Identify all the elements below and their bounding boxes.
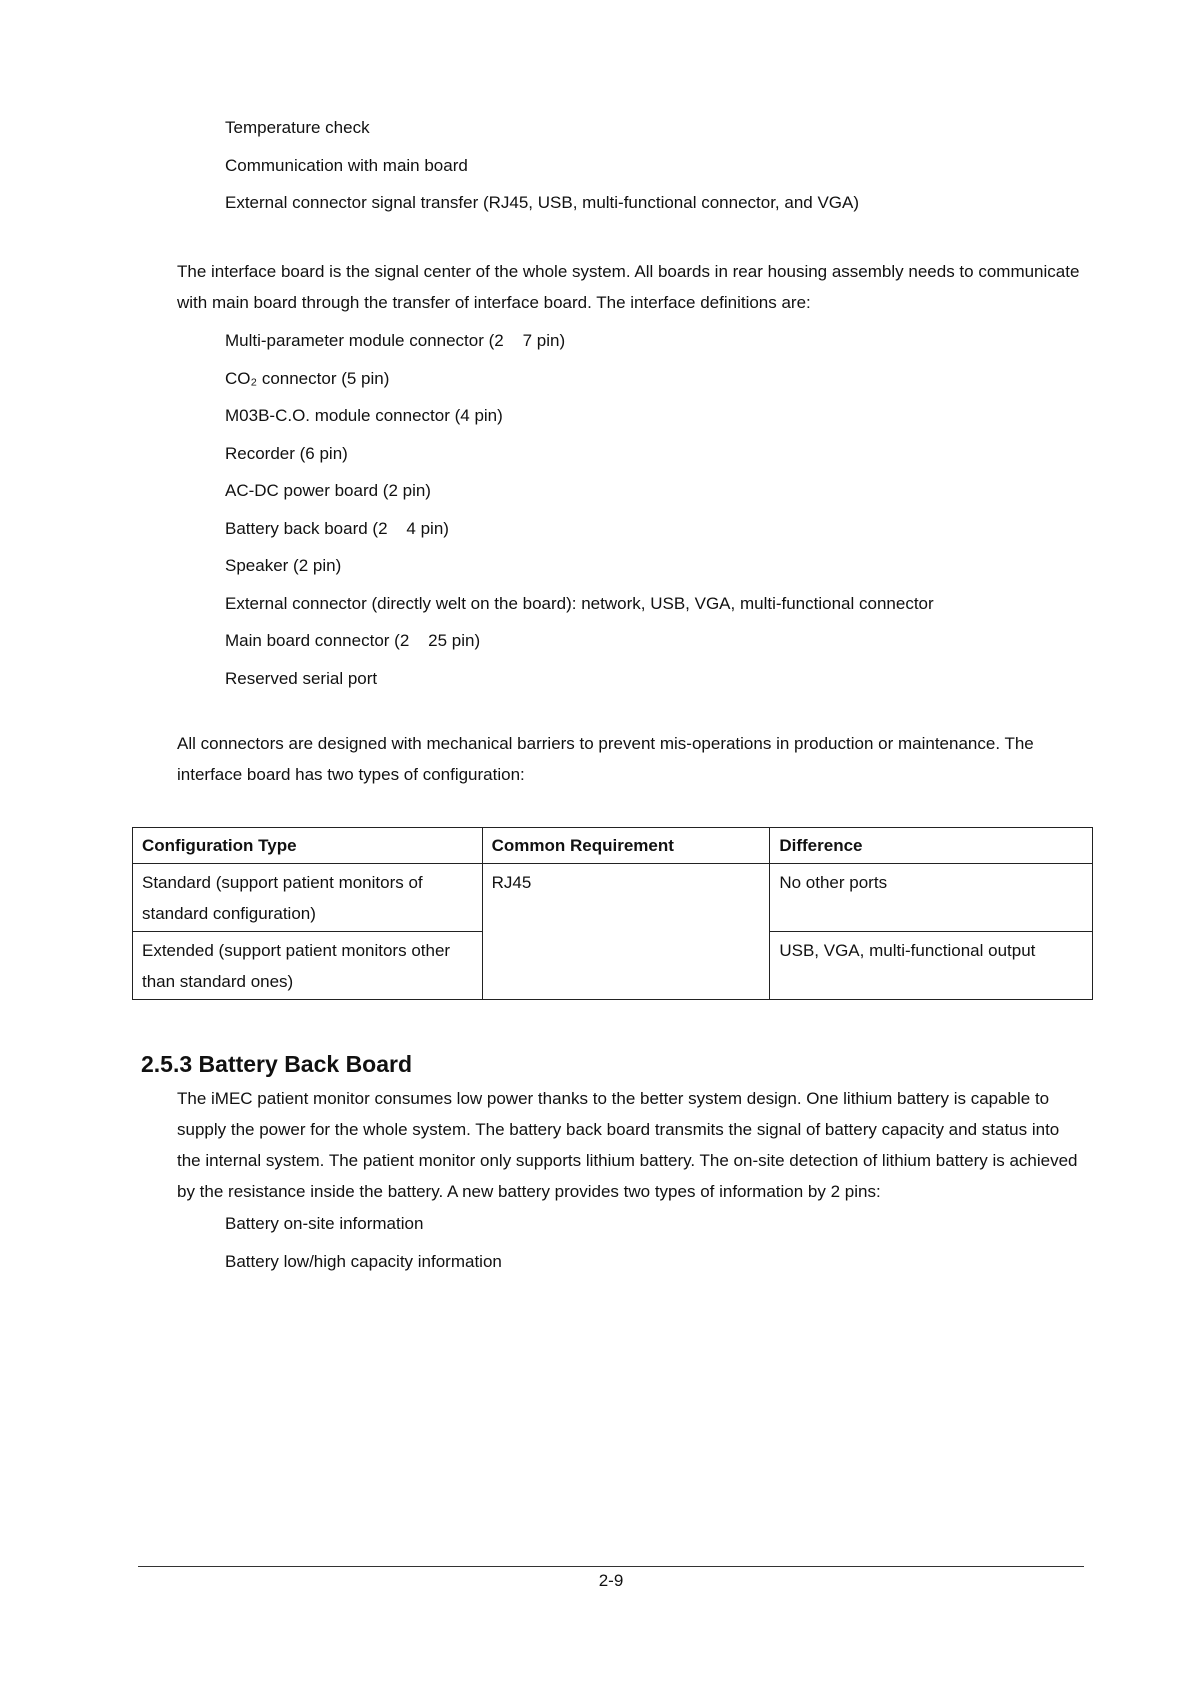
list-item: External connector (directly welt on the board): network, USB, VGA, multi-functional connector — [225, 593, 934, 613]
function-list — [225, 117, 859, 230]
cell-difference: USB, VGA, multi-functional output — [770, 932, 1093, 1000]
interface-definition-list — [225, 330, 934, 705]
list-item: M03B-C.O. module connector (4 pin) — [225, 406, 503, 425]
list-item: CO₂ connector (5 pin) — [225, 368, 390, 388]
list-item: Temperature check — [225, 118, 370, 137]
cell-config-type: Extended (support patient monitors other than standard ones) — [133, 932, 483, 1000]
list-item: Reserved serial port — [225, 668, 378, 688]
list-item: Battery back board (2 4 pin) — [225, 518, 449, 538]
connectors-paragraph: All connectors are designed with mechanical barriers to prevent mis-operations in production or maintenance. The interface board has two types of configuration: — [177, 734, 1034, 784]
list-item: Speaker (2 pin) — [225, 556, 342, 575]
list-item: Multi-parameter module connector (2 7 pin) — [225, 331, 566, 350]
interface-paragraph: The interface board is the signal center of the whole system. All boards in rear housing assembly needs to communicate with main board through the transfer of interface board. The interface definitions are: — [177, 262, 1080, 312]
configuration-table — [132, 827, 1093, 1000]
list-item: Communication with main board — [225, 155, 468, 175]
footer-divider — [138, 1566, 1084, 1567]
battery-info-list — [225, 1213, 502, 1288]
header-configuration-type: Configuration Type — [133, 828, 483, 864]
section-heading: 2.5.3 Battery Back Board — [141, 1051, 413, 1077]
header-difference: Difference — [770, 828, 1093, 864]
header-common-requirement: Common Requirement — [482, 828, 770, 864]
list-item: External connector signal transfer (RJ45, USB, multi-functional connector, and VGA) — [225, 193, 860, 212]
list-item: Battery low/high capacity information — [225, 1251, 502, 1271]
page-number: 2-9 — [598, 1571, 624, 1590]
list-item: Main board connector (2 25 pin) — [225, 631, 481, 650]
list-item: Recorder (6 pin) — [225, 443, 348, 463]
cell-difference: No other ports — [770, 864, 1093, 932]
cell-config-type: Standard (support patient monitors of standard configuration) — [133, 864, 483, 932]
table-row — [133, 864, 1093, 932]
cell-common-requirement: RJ45 — [482, 864, 770, 1000]
battery-paragraph: The iMEC patient monitor consumes low power thanks to the better system design. One lithium battery is capable to supply the power for the whole system. The battery back board transmits the signal of battery capacity and status into the internal system. The patient monitor only supports lithium battery. The on-site detection of lithium battery is achieved by the resistance inside the battery. A new battery provides two types of information by 2 pins: — [177, 1089, 1078, 1201]
list-item: AC-DC power board (2 pin) — [225, 481, 431, 500]
table-header-row — [133, 828, 1093, 864]
list-item: Battery on-site information — [225, 1214, 424, 1233]
